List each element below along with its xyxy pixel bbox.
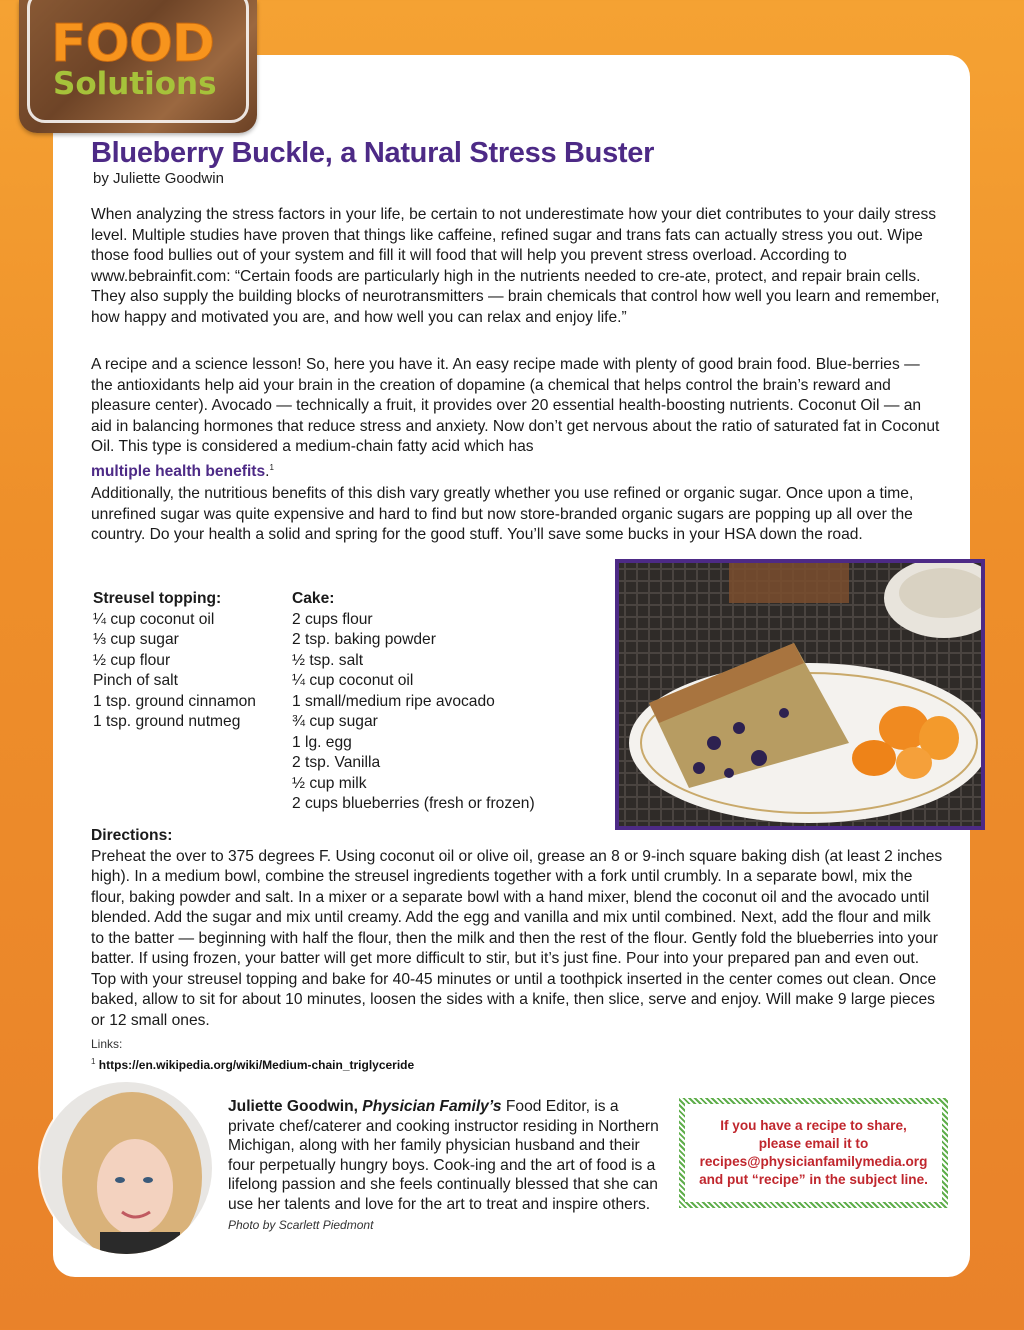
paragraph-1-text: When analyzing the stress factors in your life, be certain to not underestimate how your diet contributes to your daily stress level. Multiple studies have proven that things like caffeine, refined sugar and trans fats can actually stress you out. Wipe those food bullies out of your system and fill it will food that will help you prevent stress overload. According to www.bebrainfit.com: “Certain foods are particularly high in the nutrients needed to cre-ate, protect, and repair brain cells. They also supply the building blocks of neurotransmitters — brain chemicals that control how well you learn and remember, how happy and motivated you are, and how well you can relax and enjoy life.” [91,206,940,326]
blueberry-buckle-photo [615,559,985,830]
reference-line [91,1053,414,1074]
list-item: Pinch of salt [93,672,178,689]
list-item: 1 lg. egg [292,733,352,751]
links-section [91,1036,414,1074]
logo-food-text: FOOD [51,14,215,74]
cake-heading: Cake: [292,590,335,607]
paragraph-2 [91,355,941,482]
callout-line-4: and put “recipe” in the subject line. [699,1172,928,1187]
list-item: 2 cups blueberries (fresh or frozen) [292,795,535,812]
list-item: ½ tsp. salt [292,651,364,669]
list-item: 2 tsp. Vanilla [292,754,381,771]
paragraph-3 [91,484,951,546]
paragraph-2-text [91,355,941,482]
cake-list [292,610,592,815]
list-item: 1 tsp. ground cinnamon [93,692,256,710]
author-bio [228,1097,668,1236]
author-portrait [40,1082,212,1254]
list-item: ½ cup milk [292,774,367,792]
photo-credit: Photo by Scarlett Piedmont [228,1218,374,1232]
list-item: ¾ cup sugar [292,713,378,730]
author-name: Juliette Goodwin, [228,1098,358,1115]
directions-text: Preheat the over to 375 degrees F. Using coconut oil or olive oil, grease an 8 or 9-inch square baking dish (at least 2 inches high). In a medium bowl, combine the streusel ingredients together with a fork until crumbly. In a separate bowl, mix the flour, baking powder and salt. In a mixer or a separate bowl with a hand mixer, blend the coconut oil and the avocado until blended. Add the sugar and mix until creamy. Add the egg and vanilla and mix until combined. Next, add the flour and milk to the batter — beginning with half the flour, then the milk and then the rest of the flour. Gently fold the blueberries into your batter. If using frozen, your batter will get more difficult to stir, but it’s just fine. Pour into your prepared pan and even out. Top with your streusel topping and bake for 40-45 minutes or until a toothpick inserted in the center comes out clean. Once baked, allow to sit for about 10 minutes, loosen the sides with a knife, then slice, serve and enjoy. Will make 9 large pieces or 12 small ones. [91,847,943,1029]
recipe-submission-callout [679,1098,948,1208]
bio-text: Food Editor, is a private chef/caterer and cooking instructor residing in Northern Michigan, along with her family physician husband and their four perpetually hungry boys. Cook-ing and the art of food is a lifelong passion and she feels continually blessed that she can use her talents and love for the art to treat and inspire others. [228,1098,659,1213]
list-item: ¼ cup coconut oil [93,610,215,628]
list-item: 2 tsp. baking powder [292,631,436,648]
directions-section [91,826,946,1031]
list-item: ¼ cup coconut oil [292,672,414,689]
list-item: 1 small/medium ripe avocado [292,692,495,710]
paragraph-1 [91,205,941,328]
list-item: 2 cups flour [292,610,373,628]
streusel-list [93,610,283,733]
links-label: Links: [91,1037,123,1051]
callout-content [685,1104,942,1202]
paragraph-2-tail: . [265,462,270,480]
streusel-ingredients [93,589,283,733]
paragraph-3-text: Additionally, the nutritious benefits of this dish vary greatly whether you use refined or organic sugar. Once upon a time, unrefined sugar was quite expensive and hard to find but now store-branded organic sugars are popping up all over the country. Do your health a solid and spring for the good stuff. You’ll save some bucks in your HSA down the road. [91,485,914,543]
callout-email-link[interactable]: recipes@physicianfamilymedia.org [699,1154,928,1169]
reference-number: 1 [91,1057,96,1066]
logo-solutions-text: Solutions [53,66,217,102]
streusel-heading: Streusel topping: [93,590,222,607]
cake-ingredients [292,589,592,815]
list-item: ½ cup flour [93,651,171,669]
article-byline: by Juliette Goodwin [93,170,224,187]
callout-line-1: If you have a recipe to share, [720,1118,907,1133]
paragraph-2-body: A recipe and a science lesson! So, here you have it. An easy recipe made with plenty of good brain food. Blue-berries — the antioxidants help aid your brain in the creation of dopamine (a chemical that helps control the brain’s reward and pleasure center). Avocado — technically a fruit, it provides over 20 essential health-boosting nutrients. Coconut Oil — an aid in balancing hormones that reduce stress and anxiety. Now don’t get nervous about the ratio of saturated fat in Coconut Oil. This type is considered a medium-chain fatty acid which has [91,356,940,455]
cake-plate-illustration [619,563,981,826]
author-avatar [40,1082,212,1254]
publication-name: Physician Family’s [362,1098,502,1115]
list-item: 1 tsp. ground nutmeg [93,713,241,730]
footnote-marker: 1 [269,462,274,472]
callout-line-2: please email it to [758,1136,869,1151]
health-benefits-link[interactable]: multiple health benefits [91,462,266,480]
list-item: ⅓ cup sugar [93,631,179,648]
article-title: Blueberry Buckle, a Natural Stress Buster [91,137,655,169]
reference-url-link[interactable]: https://en.wikipedia.org/wiki/Medium-chain_triglyceride [98,1058,415,1072]
food-solutions-logo [19,0,257,133]
directions-heading: Directions: [91,827,173,844]
